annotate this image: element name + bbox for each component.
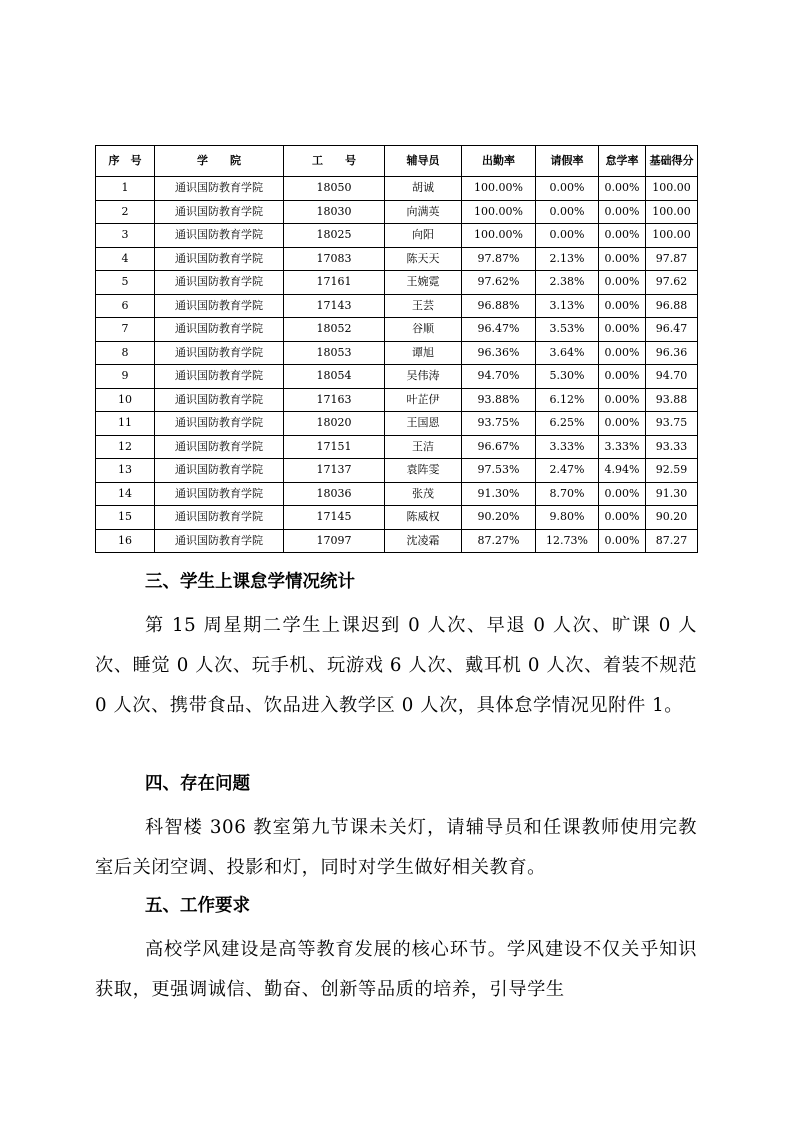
- cell-index: 6: [96, 294, 155, 318]
- cell-college: 通识国防教育学院: [155, 224, 284, 248]
- cell-college: 通识国防教育学院: [155, 271, 284, 295]
- cell-index: 16: [96, 529, 155, 553]
- cell-attendance-rate: 90.20%: [462, 506, 536, 530]
- cell-counselor: 王洁: [385, 435, 462, 459]
- table-row: [96, 482, 698, 506]
- header-staff-id: 工 号: [284, 146, 385, 177]
- cell-counselor: 沈凌霜: [385, 529, 462, 553]
- cell-base-score: 87.27: [646, 529, 698, 553]
- cell-truancy-rate: 0.00%: [599, 294, 646, 318]
- cell-staff-id: 18036: [284, 482, 385, 506]
- cell-college: 通识国防教育学院: [155, 365, 284, 389]
- cell-attendance-rate: 87.27%: [462, 529, 536, 553]
- cell-college: 通识国防教育学院: [155, 435, 284, 459]
- cell-attendance-rate: 100.00%: [462, 200, 536, 224]
- cell-truancy-rate: 0.00%: [599, 506, 646, 530]
- cell-staff-id: 17097: [284, 529, 385, 553]
- cell-staff-id: 17143: [284, 294, 385, 318]
- cell-college: 通识国防教育学院: [155, 388, 284, 412]
- cell-staff-id: 17161: [284, 271, 385, 295]
- cell-college: 通识国防教育学院: [155, 482, 284, 506]
- cell-counselor: 叶芷伊: [385, 388, 462, 412]
- cell-counselor: 王国恩: [385, 412, 462, 436]
- cell-base-score: 100.00: [646, 177, 698, 201]
- cell-base-score: 93.88: [646, 388, 698, 412]
- cell-leave-rate: 0.00%: [536, 200, 599, 224]
- cell-truancy-rate: 0.00%: [599, 271, 646, 295]
- cell-index: 1: [96, 177, 155, 201]
- table-row: [96, 365, 698, 389]
- cell-base-score: 97.87: [646, 247, 698, 271]
- cell-truancy-rate: 3.33%: [599, 435, 646, 459]
- cell-college: 通识国防教育学院: [155, 412, 284, 436]
- section-3-heading: 三、学生上课怠学情况统计: [145, 572, 355, 592]
- header-attendance-rate: 出勤率: [462, 146, 536, 177]
- cell-index: 3: [96, 224, 155, 248]
- section-4-heading: 四、存在问题: [145, 774, 250, 794]
- table-row: [96, 200, 698, 224]
- cell-staff-id: 18053: [284, 341, 385, 365]
- cell-staff-id: 18025: [284, 224, 385, 248]
- table-row: [96, 294, 698, 318]
- cell-attendance-rate: 91.30%: [462, 482, 536, 506]
- cell-attendance-rate: 96.47%: [462, 318, 536, 342]
- cell-leave-rate: 2.47%: [536, 459, 599, 483]
- table-row: [96, 224, 698, 248]
- cell-truancy-rate: 0.00%: [599, 341, 646, 365]
- attendance-table: [95, 145, 698, 553]
- section-3-paragraph: 第 15 周星期二学生上课迟到 0 人次、早退 0 人次、旷课 0 人次、睡觉 0 人次、玩手机、玩游戏 6 人次、戴耳机 0 人次、着装不规范 0 人次、携带食品、饮品进入教学区 0 人次，具体怠学情况见附件 1。: [95, 615, 697, 716]
- cell-attendance-rate: 100.00%: [462, 177, 536, 201]
- cell-truancy-rate: 4.94%: [599, 459, 646, 483]
- table-row: [96, 388, 698, 412]
- cell-base-score: 92.59: [646, 459, 698, 483]
- cell-index: 14: [96, 482, 155, 506]
- cell-truancy-rate: 0.00%: [599, 482, 646, 506]
- cell-counselor: 王婉霓: [385, 271, 462, 295]
- header-truancy-rate: 怠学率: [599, 146, 646, 177]
- section-4-paragraph: 科智楼 306 教室第九节课未关灯，请辅导员和任课教师使用完教室后关闭空调、投影和灯，同时对学生做好相关教育。: [95, 817, 697, 878]
- table-header-row: [96, 146, 698, 177]
- cell-truancy-rate: 0.00%: [599, 365, 646, 389]
- cell-base-score: 96.47: [646, 318, 698, 342]
- cell-index: 7: [96, 318, 155, 342]
- cell-index: 12: [96, 435, 155, 459]
- cell-truancy-rate: 0.00%: [599, 200, 646, 224]
- cell-truancy-rate: 0.00%: [599, 318, 646, 342]
- cell-college: 通识国防教育学院: [155, 506, 284, 530]
- cell-leave-rate: 0.00%: [536, 177, 599, 201]
- header-counselor: 辅导员: [385, 146, 462, 177]
- cell-index: 13: [96, 459, 155, 483]
- cell-college: 通识国防教育学院: [155, 177, 284, 201]
- cell-staff-id: 17145: [284, 506, 385, 530]
- cell-leave-rate: 3.13%: [536, 294, 599, 318]
- cell-leave-rate: 3.53%: [536, 318, 599, 342]
- cell-truancy-rate: 0.00%: [599, 177, 646, 201]
- cell-leave-rate: 8.70%: [536, 482, 599, 506]
- cell-base-score: 100.00: [646, 224, 698, 248]
- cell-attendance-rate: 96.67%: [462, 435, 536, 459]
- cell-truancy-rate: 0.00%: [599, 388, 646, 412]
- cell-index: 5: [96, 271, 155, 295]
- table-row: [96, 435, 698, 459]
- cell-index: 9: [96, 365, 155, 389]
- cell-attendance-rate: 96.36%: [462, 341, 536, 365]
- cell-base-score: 97.62: [646, 271, 698, 295]
- cell-college: 通识国防教育学院: [155, 200, 284, 224]
- cell-leave-rate: 0.00%: [536, 224, 599, 248]
- cell-attendance-rate: 97.62%: [462, 271, 536, 295]
- cell-staff-id: 18052: [284, 318, 385, 342]
- table-row: [96, 271, 698, 295]
- cell-leave-rate: 2.38%: [536, 271, 599, 295]
- cell-index: 11: [96, 412, 155, 436]
- table-body: [96, 177, 698, 553]
- cell-base-score: 96.36: [646, 341, 698, 365]
- cell-base-score: 91.30: [646, 482, 698, 506]
- cell-attendance-rate: 94.70%: [462, 365, 536, 389]
- cell-staff-id: 17137: [284, 459, 385, 483]
- cell-attendance-rate: 93.75%: [462, 412, 536, 436]
- cell-staff-id: 17083: [284, 247, 385, 271]
- cell-counselor: 王芸: [385, 294, 462, 318]
- table-row: [96, 529, 698, 553]
- table-row: [96, 247, 698, 271]
- cell-college: 通识国防教育学院: [155, 459, 284, 483]
- cell-truancy-rate: 0.00%: [599, 529, 646, 553]
- cell-base-score: 93.33: [646, 435, 698, 459]
- cell-counselor: 陈天天: [385, 247, 462, 271]
- cell-counselor: 袁阵雯: [385, 459, 462, 483]
- section-5-paragraph: 高校学风建设是高等教育发展的核心环节。学风建设不仅关乎知识获取，更强调诚信、勤奋、创新等品质的培养，引导学生: [95, 939, 697, 1000]
- cell-truancy-rate: 0.00%: [599, 247, 646, 271]
- cell-counselor: 谭旭: [385, 341, 462, 365]
- table-row: [96, 412, 698, 436]
- cell-truancy-rate: 0.00%: [599, 224, 646, 248]
- header-leave-rate: 请假率: [536, 146, 599, 177]
- table-row: [96, 177, 698, 201]
- cell-counselor: 胡诚: [385, 177, 462, 201]
- cell-leave-rate: 6.25%: [536, 412, 599, 436]
- cell-index: 10: [96, 388, 155, 412]
- cell-attendance-rate: 97.87%: [462, 247, 536, 271]
- cell-leave-rate: 12.73%: [536, 529, 599, 553]
- cell-leave-rate: 3.64%: [536, 341, 599, 365]
- cell-staff-id: 17163: [284, 388, 385, 412]
- cell-leave-rate: 6.12%: [536, 388, 599, 412]
- cell-base-score: 96.88: [646, 294, 698, 318]
- cell-attendance-rate: 97.53%: [462, 459, 536, 483]
- cell-counselor: 谷顺: [385, 318, 462, 342]
- cell-college: 通识国防教育学院: [155, 247, 284, 271]
- cell-attendance-rate: 100.00%: [462, 224, 536, 248]
- cell-staff-id: 17151: [284, 435, 385, 459]
- cell-staff-id: 18054: [284, 365, 385, 389]
- cell-college: 通识国防教育学院: [155, 529, 284, 553]
- header-index: 序 号: [96, 146, 155, 177]
- cell-counselor: 陈威权: [385, 506, 462, 530]
- cell-staff-id: 18030: [284, 200, 385, 224]
- cell-attendance-rate: 96.88%: [462, 294, 536, 318]
- cell-truancy-rate: 0.00%: [599, 412, 646, 436]
- cell-counselor: 向阳: [385, 224, 462, 248]
- cell-index: 4: [96, 247, 155, 271]
- cell-index: 2: [96, 200, 155, 224]
- header-base-score: 基础得分: [646, 146, 698, 177]
- cell-counselor: 向满英: [385, 200, 462, 224]
- cell-leave-rate: 3.33%: [536, 435, 599, 459]
- cell-staff-id: 18020: [284, 412, 385, 436]
- cell-staff-id: 18050: [284, 177, 385, 201]
- cell-base-score: 90.20: [646, 506, 698, 530]
- table-row: [96, 459, 698, 483]
- cell-base-score: 94.70: [646, 365, 698, 389]
- cell-index: 8: [96, 341, 155, 365]
- cell-leave-rate: 2.13%: [536, 247, 599, 271]
- cell-counselor: 张茂: [385, 482, 462, 506]
- table-row: [96, 341, 698, 365]
- cell-counselor: 吴伟涛: [385, 365, 462, 389]
- cell-college: 通识国防教育学院: [155, 318, 284, 342]
- table-row: [96, 318, 698, 342]
- cell-index: 15: [96, 506, 155, 530]
- section-5-heading: 五、工作要求: [145, 896, 250, 916]
- header-college: 学 院: [155, 146, 284, 177]
- cell-leave-rate: 9.80%: [536, 506, 599, 530]
- cell-attendance-rate: 93.88%: [462, 388, 536, 412]
- cell-base-score: 93.75: [646, 412, 698, 436]
- cell-base-score: 100.00: [646, 200, 698, 224]
- table-row: [96, 506, 698, 530]
- cell-college: 通识国防教育学院: [155, 294, 284, 318]
- cell-college: 通识国防教育学院: [155, 341, 284, 365]
- cell-leave-rate: 5.30%: [536, 365, 599, 389]
